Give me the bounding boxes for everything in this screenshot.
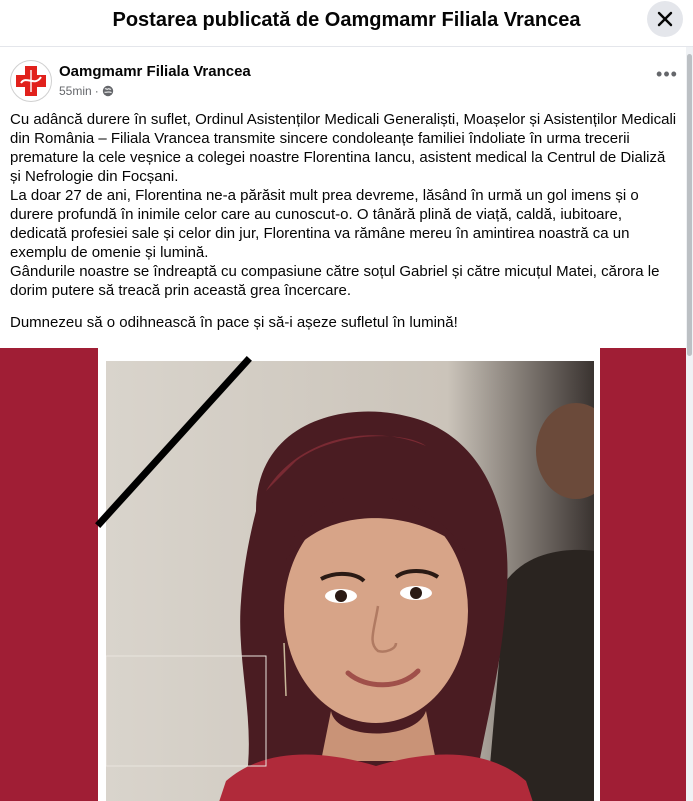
post-paragraph: Gândurile noastre se îndreaptă cu compasiune către soțul Gabriel și către micuțul Matei, cărora le dorim putere să treacă prin această grea încercare. [10, 263, 660, 299]
meta-separator: · [94, 84, 99, 98]
red-cross-logo-icon [11, 61, 51, 101]
mourning-band-icon [0, 348, 686, 801]
scrollbar-thumb[interactable] [687, 54, 692, 356]
post-author[interactable]: Oamgmamr Filiala Vrancea [59, 63, 251, 80]
post-paragraph: La doar 27 de ani, Florentina ne-a părăsit mult prea devreme, lăsând în urmă un gol imens și o durere profundă în inimile celor care au cunoscut-o. O tânără plină de viață, caldă, iubitoare, dedicată profesiei sale și celor din jur, Florentina va rămâne mereu în amintirea noastră ca un exemplu de omenie și lumină. [10, 187, 639, 261]
dialog-header [0, 0, 693, 47]
globe-icon[interactable] [102, 85, 114, 97]
post-time[interactable]: 55min [59, 84, 92, 98]
post-photo[interactable] [0, 348, 686, 801]
post-text [10, 110, 678, 332]
close-button[interactable] [647, 1, 683, 37]
close-icon[interactable] [647, 1, 683, 37]
post-meta [59, 84, 114, 98]
post-paragraph: Dumnezeu să o odihnească în pace și să-i așeze sufletul în lumină! [10, 314, 458, 331]
dialog-title: Postarea publicată de Oamgmamr Filiala Vrancea [112, 9, 581, 31]
avatar[interactable] [10, 60, 52, 102]
more-options-button[interactable]: ••• [656, 64, 678, 84]
post-paragraph: Cu adâncă durere în suflet, Ordinul Asistenților Medicali Generaliști, Moașelor și Asistenților Medicali din România – Filiala Vrancea transmite sincere condoleanțe familiei îndoliate în urma trecerii premature la cele veșnice a colegei noastre Florentina Iancu, asistent medical la Centrul de Dializă și Nefrologie din Focșani. [10, 111, 677, 185]
